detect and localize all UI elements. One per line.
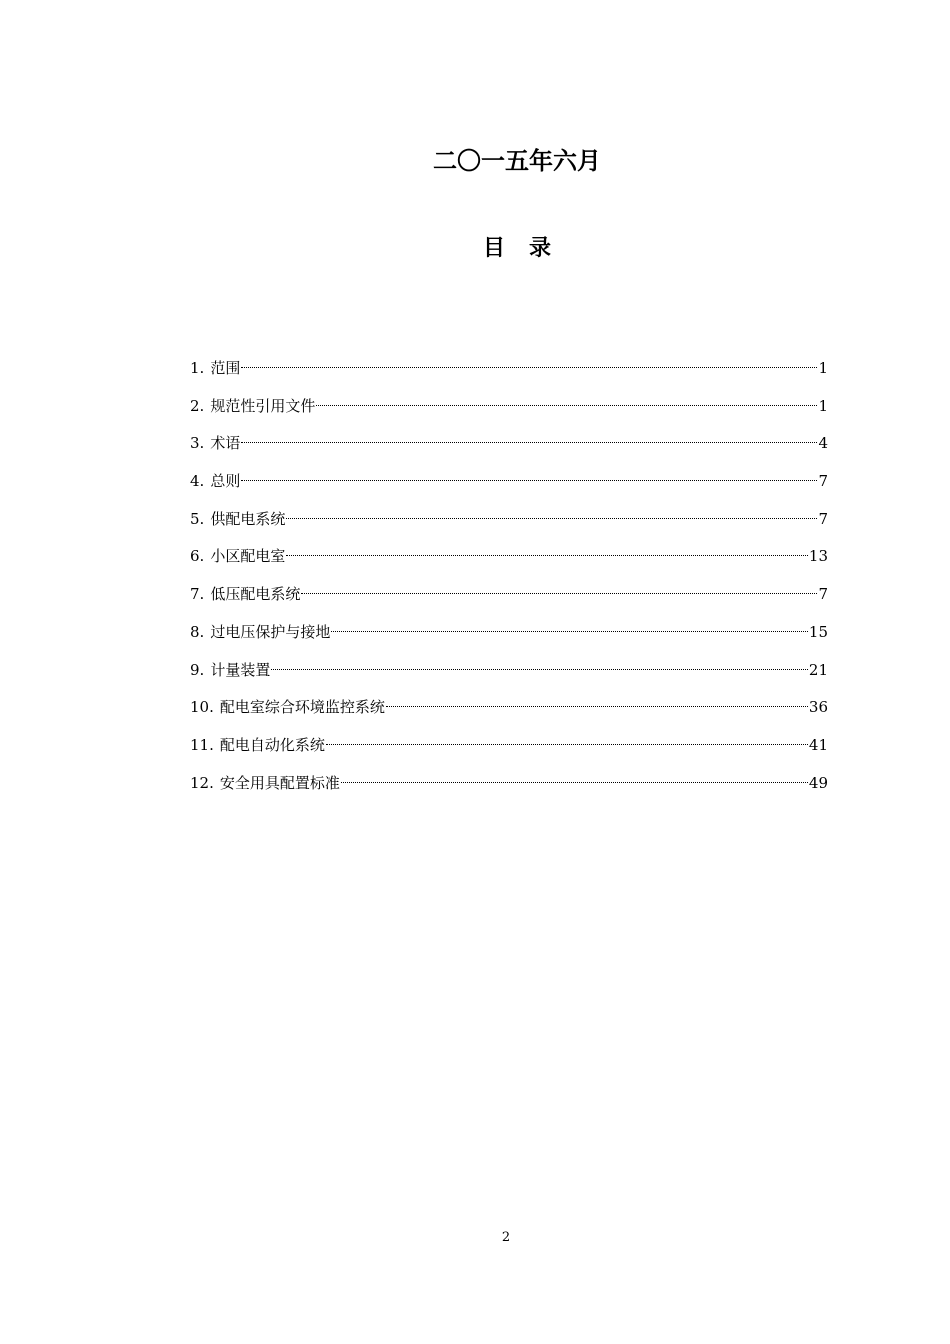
toc-entry[interactable]: [190, 690, 828, 728]
toc-entry-number: 6.: [190, 547, 205, 566]
toc-entry[interactable]: [190, 351, 828, 389]
toc-entry-number: 4.: [190, 472, 205, 491]
toc-entry[interactable]: [190, 766, 828, 804]
toc-entry-number: 10.: [190, 698, 214, 717]
toc-entry-number: 11.: [190, 735, 214, 754]
toc-title-char-1: 目: [482, 236, 505, 261]
table-of-contents: [190, 351, 828, 803]
toc-entry-number: 1.: [190, 359, 205, 377]
toc-dot-leader: [316, 389, 817, 411]
toc-dot-leader: [241, 426, 817, 448]
toc-dot-leader: [386, 690, 808, 712]
toc-entry[interactable]: [190, 389, 828, 427]
toc-title: [0, 234, 950, 264]
toc-dot-leader: [271, 653, 808, 675]
toc-entry[interactable]: [190, 464, 828, 502]
toc-dot-leader: [301, 577, 817, 599]
toc-dot-leader: [286, 539, 808, 561]
toc-entry-number: 8.: [190, 622, 205, 641]
toc-entry-label: 配电室综合环境监控系统: [219, 698, 385, 717]
toc-entry[interactable]: [190, 539, 828, 577]
toc-entry-page: 13: [808, 547, 828, 566]
date-heading: 二〇一五年六月: [433, 147, 601, 175]
toc-entry-page: 1: [818, 396, 828, 415]
toc-entry-number: 5.: [190, 509, 205, 528]
toc-entry-label: 规范性引用文件: [210, 396, 316, 415]
toc-entry-page: 1: [818, 359, 828, 377]
toc-entry-label: 小区配电室: [210, 547, 286, 566]
toc-entry[interactable]: [190, 615, 828, 653]
toc-entry-page: 41: [808, 735, 828, 754]
toc-entry-label: 供配电系统: [210, 509, 286, 528]
page-number: 2: [501, 1230, 511, 1245]
toc-entry-number: 2.: [190, 396, 205, 415]
toc-dot-leader: [286, 502, 817, 524]
toc-entry-label: 总则: [210, 472, 241, 491]
toc-title-char-2: 录: [529, 236, 552, 261]
toc-entry-page: 49: [808, 773, 828, 792]
toc-entry-page: 15: [808, 622, 828, 641]
toc-entry-page: 36: [808, 698, 828, 717]
toc-entry-number: 12.: [190, 773, 214, 792]
toc-entry[interactable]: [190, 577, 828, 615]
toc-entry-label: 安全用具配置标准: [219, 773, 340, 792]
toc-entry-number: 3.: [190, 434, 205, 453]
toc-entry-label: 过电压保护与接地: [210, 622, 331, 641]
toc-entry[interactable]: [190, 426, 828, 464]
toc-entry-page: 4: [818, 434, 828, 453]
toc-entry-label: 配电自动化系统: [219, 735, 325, 754]
toc-entry[interactable]: [190, 502, 828, 540]
toc-entry-number: 7.: [190, 585, 205, 604]
toc-entry-number: 9.: [190, 660, 205, 679]
toc-dot-leader: [241, 464, 817, 486]
toc-entry[interactable]: [190, 728, 828, 766]
toc-entry-page: 7: [818, 585, 828, 604]
toc-entry-label: 术语: [210, 434, 241, 453]
toc-entry-label: 范围: [210, 359, 241, 377]
toc-dot-leader: [241, 351, 817, 373]
toc-entry-page: 7: [818, 509, 828, 528]
toc-dot-leader: [331, 615, 808, 637]
toc-entry-page: 21: [808, 660, 828, 679]
toc-dot-leader: [326, 728, 808, 750]
toc-entry-page: 7: [818, 472, 828, 491]
toc-entry-label: 计量装置: [210, 660, 271, 679]
toc-entry-label: 低压配电系统: [210, 585, 301, 604]
toc-dot-leader: [341, 766, 808, 788]
toc-entry[interactable]: [190, 653, 828, 691]
